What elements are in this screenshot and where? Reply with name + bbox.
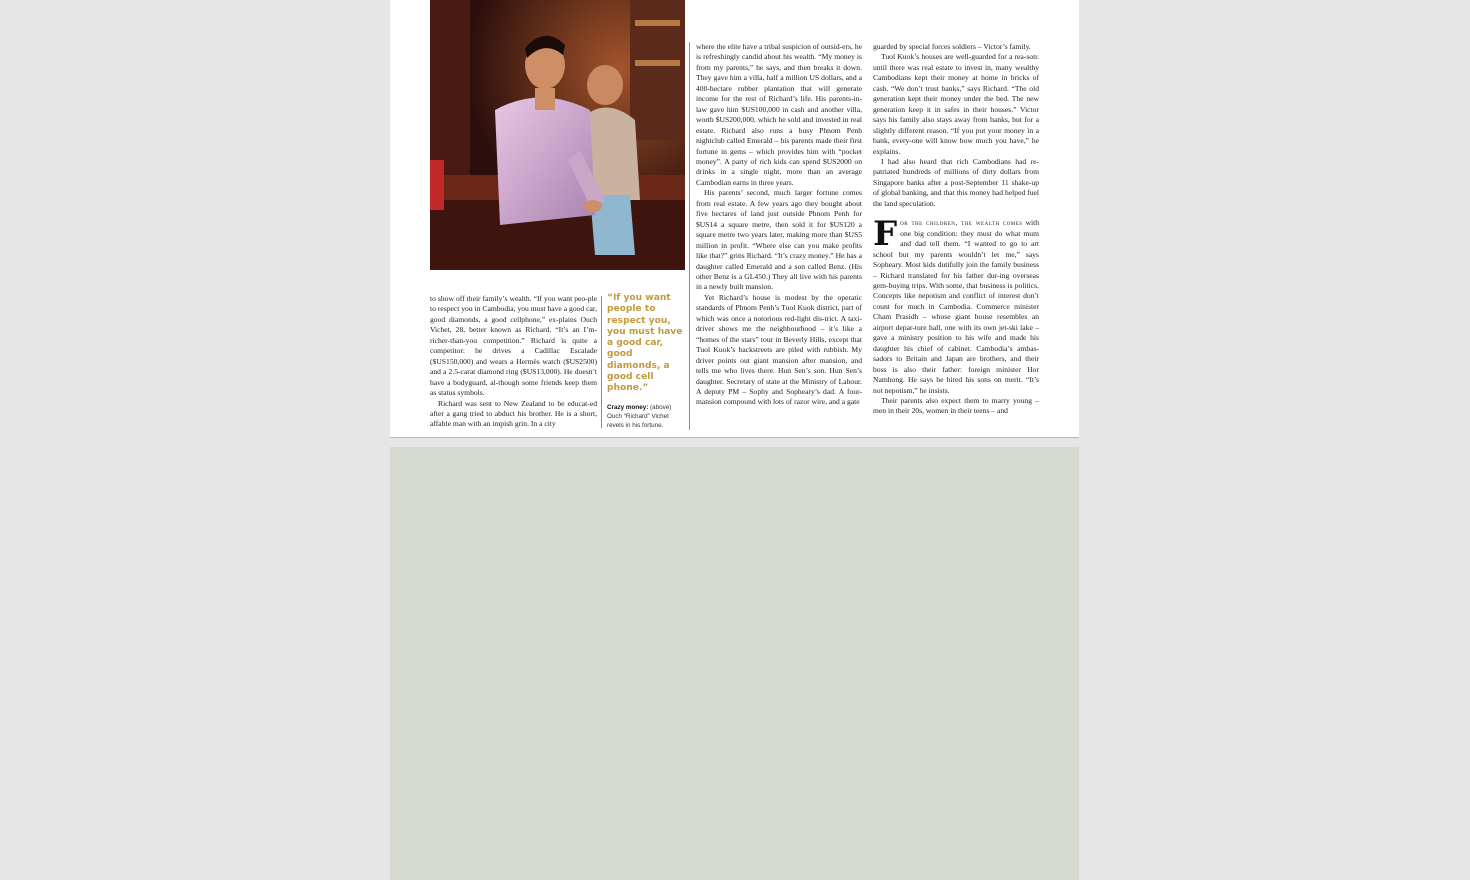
paragraph: to show off their family’s wealth. “If you want peo-ple to respect you in Cambodia, you must have a good car, good diamonds, a good cellphone,” ex-plains Ouch Vichet, 28, better known as Richard. “It’s an I’m-richer-than-you competition.” Richard is quite a competitor: he drives a Cadillac Escalade ($US150,000) and wears a Hermès watch ($US2500) and a 2.5-carat diamond ring ($US13,000). He doesn’t have a bodyguard, al-though some friends keep them as status symbols. bbox=[430, 294, 597, 398]
column-rule bbox=[601, 296, 602, 428]
caption-label: Crazy money: bbox=[607, 404, 649, 411]
paragraph: Tuol Kuok’s houses are well-guarded for a rea-son: until there was real estate to invest in, many wealthy Cambodians kept their money at home in bricks of cash. “We don’t trust banks,” says Richard. “The old generation kept their money under the bed. The new generation keep it in safes in their houses.” Victor says his family also stays away from banks, but for a slightly different reason. “If you put your money in a bank, every-one will know how much you have,” he explains. bbox=[873, 52, 1039, 156]
paragraph: guarded by special forces soldiers – Victor’s family. bbox=[873, 42, 1031, 51]
portrait-photo bbox=[430, 0, 685, 270]
article-column-1 bbox=[430, 294, 597, 430]
paragraph-text: with one big condition: they must do what mum and dad tell them. “I wanted to go to art school but my parents wouldn’t let me,” says Sopheary. Most kids dutifully join the family business – Richard translated for his father dur-ing overseas gem-buying trips. With some, that business is politics. Concepts like nepotism and conflict of interest don’t count for much in Cambodia. Commerce minister Cham Prasidh – whose giant house resembles an airport depar-ture hall, one with its own jet-ski lake – gave a ministry position to his wife and made his daughter his chief of cabinet. Cambodia’s ambas-sadors to Britain and Japan are brothers, and their boss is also their father: foreign minister Hor Namhong. He says he hired his sons on merit. “It’s not nepotism,” he insists. bbox=[873, 218, 1039, 395]
paragraph: Yet Richard’s house is modest by the operatic standards of Phnom Penh’s Tuol Kuok district, part of which was once a notorious red-light dis-trict. A taxi-driver shows me the neighbourhood – it’s like a “homes of the stars” tour in Beverly Hills, except that Tuol Kuok’s backstreets are piled with rubbish. My driver points out giant mansion after mansion, and tells me who lives there. Hun Sen’s son. Hun Sen’s daughter. Secretary of state at the Ministry of Labour. A deputy PM – Sophy and Sopheary’s dad. A four-mansion compound with lots of razor wire, and a gate bbox=[696, 292, 862, 407]
paragraph: His parents’ second, much larger fortune comes from real estate. A few years ago they bought about five hectares of land just outside Phnom Penh for $US14 a square metre, then sold it for $US120 a square metre two years later, making more than $US5 million in profit. “Where else can you make profits like that?” grins Richard. “It’s crazy money.” He has a daughter called Emerald and a son called Benz. (His other Benz is a GL450.) They all live with his parents in a newly built mansion. bbox=[696, 188, 862, 292]
blank-panel bbox=[390, 447, 1079, 880]
paragraph: Richard was sent to New Zealand to be educat-ed after a gang tried to abduct his brother. He is a short, affable man with an impish grin. In a city bbox=[430, 398, 597, 429]
section-opening-paragraph bbox=[873, 214, 1039, 396]
column-rule bbox=[689, 42, 690, 430]
caption-text: (above) Ouch “Richard” Vichet revels in his fortune. bbox=[607, 404, 672, 429]
photo-caption bbox=[607, 404, 685, 430]
article-column-2 bbox=[696, 42, 862, 408]
paragraph: I had also heard that rich Cambodians had re-patriated hundreds of millions of dirty dollars from Singapore banks after a post-September 11 shake-up of global banking, and that this money had helped fuel the land speculation. bbox=[873, 156, 1039, 208]
page-bottom-rule bbox=[390, 437, 1079, 438]
article-column-3 bbox=[873, 42, 1039, 417]
drop-cap: F bbox=[873, 214, 898, 255]
small-caps-lead: or the children, the wealth comes bbox=[900, 218, 1023, 228]
paragraph: where the elite have a tribal suspicion of outsid-ers, he is refreshingly candid about his wealth. “My money is from my parents,” he says, and then breaks it down. They gave him a villa, half a million US dollars, and a 400-hectare rubber plantation that will generate income for the rest of Richard’s life. His parents-in-law gave him $US100,000 in cash and another villa, worth $US200,000, which he sold and invested in real estate. Richard also runs a busy Phnom Penh nightclub called Emerald – his parents made their first fortune in gems – which provides him with “pocket money”. A party of rich kids can spend $US2000 on drinks in a single night, more than an average Cambodian earns in three years. bbox=[696, 42, 862, 187]
paragraph: Their parents also expect them to marry young – men in their 20s, women in their teens – and bbox=[873, 395, 1039, 416]
pull-quote: “If you want people to respect you, you must have a good car, good diamonds, a good cell phone.” bbox=[607, 293, 683, 394]
